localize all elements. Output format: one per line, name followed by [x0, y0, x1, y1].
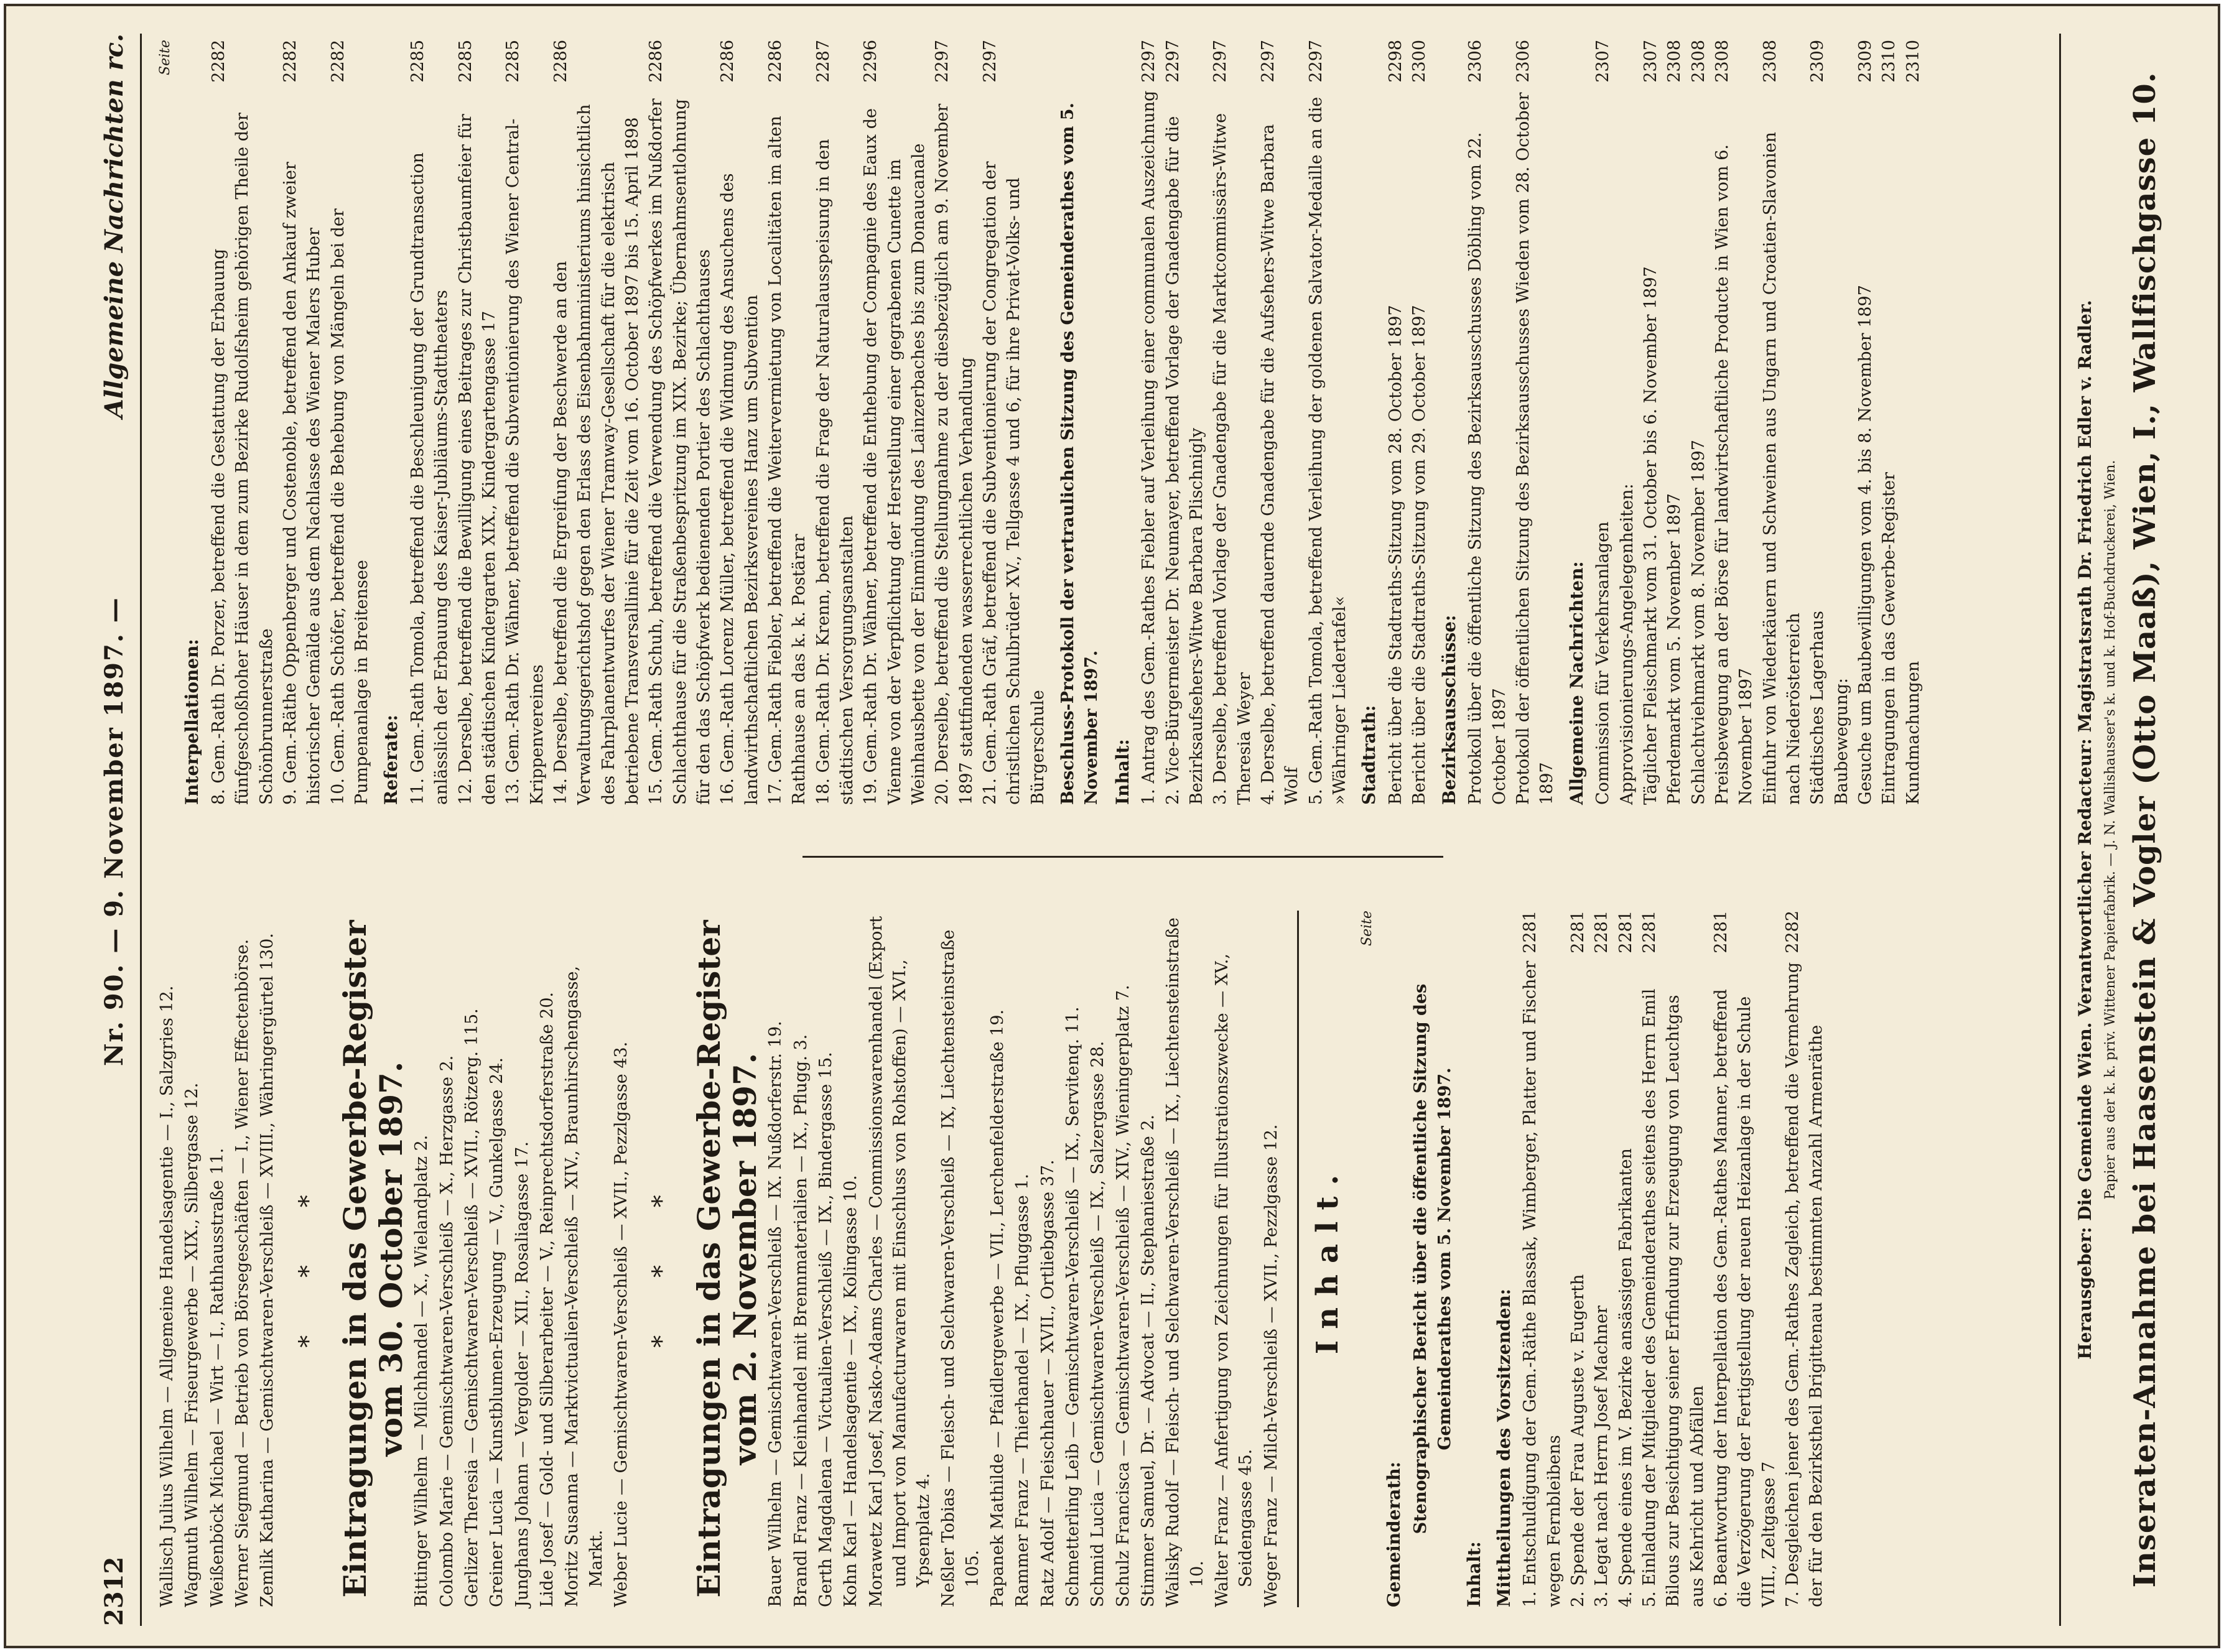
interpellationen-label: Interpellationen:	[182, 639, 203, 805]
toc-entry-text: 2. Spende der Frau Auguste v. Eugerth	[1568, 1274, 1588, 1607]
newspaper-page	[4, 4, 2220, 1648]
toc-entry-page: 2286	[718, 40, 738, 83]
toc-entry-text: Protokoll der öffentlichen Sitzung des Bezirksausschusses Wieden vom 28. October 1897	[1514, 92, 1557, 805]
toc-entry-text: 1. Entschuldigung der Gem.-Räthe Blassak, Wimberger, Platter und Fischer wegen Fernbleibens	[1520, 960, 1564, 1607]
toc-entry-page: 2287	[813, 40, 833, 83]
toc-entry-text: Einfuhr von Wiederkäuern und Schweinen aus Ungarn und Croatien-Slavonien nach Niederösterreich	[1760, 132, 1804, 805]
beschluss-title: Beschluss-Protokoll der vertraulichen Sitzung des Gemeinderathes vom 5. November 1897.	[1058, 103, 1102, 805]
toc-entry	[1305, 40, 1352, 805]
register-entry: Schulz Francisca — Gemischtwaren-Verschleiß — XIV., Wieningerplatz 7.	[1113, 985, 1133, 1607]
toc-entry	[549, 40, 644, 805]
register-entry: Weißenböck Michael — Wirt — I., Rathhausstraße 11.	[207, 1148, 227, 1607]
toc-entry-text: Eintragungen in das Gewerbe-Register	[1879, 471, 1899, 805]
toc-entry-page: 2308	[1665, 40, 1685, 83]
mittheilungen-list	[1519, 911, 1828, 1607]
footer-rule	[2059, 34, 2061, 1626]
rotated-page-content	[6, 6, 2220, 1648]
toc-entry	[716, 40, 764, 805]
allg-list	[1591, 40, 1925, 805]
toc-entry-page: 2307	[1641, 40, 1661, 83]
toc-entry-text: 19. Gem.-Rath Dr. Wähner, betreffend die Enthebung der Compagnie des Eaux de Vienne von der Verpflichtung der Herstellung einer gegrabenen Cunette im Weinhausbette von der Einmündung des Lainzerbaches bis zum Donaucanale	[861, 108, 928, 805]
toc-entry-page: 2281	[1640, 911, 1660, 954]
toc-entry-page: 2297	[1211, 40, 1231, 83]
register-entry: Morawetz Karl Josef, Nasko-Adams Charles — Commissionswarenhandel (Export und Import von Manufacturwaren mit Einschluss von Rohstoffen) — XVI., Ypsenplatz 4.	[866, 916, 934, 1607]
toc-entry-text: 11. Gem.-Rath Tomola, betreffend die Beschleunigung der Grundtransaction anlässlich der Erbauung des Kaiser-Jubiläums-Stadttheaters	[408, 152, 452, 805]
stadtrath-list	[1384, 40, 1432, 805]
footer-publisher: Herausgeber: Die Gemeinde Wien. Verantwortlicher Redacteur: Magistratsrath Dr. Friedrich Edler v. Radler.	[2075, 300, 2095, 1360]
toc-entry	[406, 40, 454, 805]
toc-entry	[207, 40, 279, 805]
toc-entry	[1616, 40, 1639, 805]
left-top-entries	[156, 911, 280, 1607]
toc-entry-page: 2306	[1466, 40, 1486, 83]
toc-entry-text: 21. Gem.-Rath Gräf, betreffend die Subventionierung der Congregation der christlichen Schulbrüder XV., Tellgasse 4 und 6, für ihre Privat-Volks- und Bürgerschule	[980, 161, 1048, 805]
toc-entry-page: 2285	[503, 40, 523, 83]
toc-entry-page: 2298	[1386, 40, 1405, 83]
toc-entry-page: 2282	[208, 40, 228, 83]
toc-entry-page: 2308	[1713, 40, 1733, 83]
stars-separator: * * *	[648, 1170, 677, 1348]
toc-entry-text: 3. Legat nach Herrn Josef Machner	[1592, 1306, 1612, 1607]
register-entry: Werner Siegmund — Betrieb von Börsegeschäften — I., Wiener Effectenbörse.	[232, 939, 252, 1607]
toc-entry-text: Gesuche um Baubewilligungen vom 4. bis 8. November 1897	[1856, 285, 1876, 805]
toc-entry	[1209, 40, 1257, 805]
toc-entry-page: 2286	[646, 40, 666, 83]
register-entry: Weber Lucie — Gemischtwaren-Verschleiß — XVII., Pezzlgasse 43.	[612, 1041, 631, 1607]
toc-entry	[1711, 40, 1759, 805]
issue-line: Nr. 90. — 9. November 1897. —	[100, 596, 129, 1066]
inhalt-label: Inhalt:	[1463, 1541, 1484, 1607]
toc-entry-text: 2. Vice-Bürgermeister Dr. Neumayer, betreffend Vorlage der Gnadengabe für die Bezirksaufsehers-Witwe Barbara Plischnigly	[1163, 116, 1206, 805]
toc-entry-text: 5. Einladung der Mitglieder des Gemeinderathes seitens des Herrn Emil Bilous zur Besichtigung seiner Erfindung zur Erzeugung von Leuchtgas aus Kehricht und Abfällen	[1640, 988, 1707, 1607]
toc-entry	[1877, 40, 1901, 805]
toc-entry-page: 2306	[1514, 40, 1533, 83]
register-entry: Colombo Marie — Gemischtwaren-Verschleiß — X., Herzgasse 2.	[437, 1055, 457, 1607]
toc-entry	[1590, 911, 1614, 1607]
toc-entry-text: 16. Gem.-Rath Lorenz Müller, betreffend die Widmung des Ansuchens des landwirthschaftlichen Bezirksvereines Hanz um Subvention	[718, 173, 761, 805]
toc-entry	[327, 40, 375, 805]
toc-entry-page: 2281	[1616, 911, 1635, 954]
register-entry: Stimmer Samuel, Dr. — Advocat — II., Stephaniestraße 2.	[1138, 1114, 1158, 1607]
toc-entry	[279, 40, 327, 805]
toc-entry-text: Bericht über die Stadtraths-Sitzung vom 29. October 1897	[1410, 305, 1430, 805]
toc-entry-text: 9. Gem.-Räthe Oppenberger und Costenoble, betreffend den Ankauf zweier historischer Gemälde aus dem Nachlasse des Wiener Malers Huber	[280, 162, 324, 805]
toc-entry-page: 2286	[765, 40, 785, 83]
register-entry: Junghans Johann — Vergolder — XII., Rosaliagasse 17.	[512, 1141, 532, 1607]
bezirk-label: Bezirksausschüsse:	[1438, 615, 1459, 805]
toc-entry-text: Preisbewegung an der Börse für landwirtschaftliche Producte in Wien vom 6. November 1897	[1713, 144, 1756, 805]
toc-entry-page: 2300	[1410, 40, 1430, 83]
toc-entry	[1663, 40, 1687, 805]
register-entry: Bittinger Wilhelm — Milchhandel — X., Wielandplatz 2.	[412, 1135, 432, 1607]
register-entry: Rammer Franz — Thierhandel — IX., Pfluggasse 1.	[1013, 1174, 1033, 1607]
register-entry: Weger Franz — Milch-Verschleiß — XVII., Pezzlgasse 12.	[1261, 1124, 1281, 1607]
referate-label: Referate:	[381, 715, 402, 805]
gemeinderath-label: Gemeinderath:	[1384, 1461, 1405, 1607]
toc-entry-page: 2285	[408, 40, 428, 83]
register-entry: Kohn Karl — Handelsagentie — IX., Kolingasse 10.	[841, 1175, 861, 1607]
toc-entry-page: 2297	[1258, 40, 1278, 83]
inhalt-title: Inhalt.	[1310, 1163, 1346, 1355]
toc-entry	[1137, 40, 1161, 805]
toc-entry-page: 2285	[455, 40, 475, 83]
toc-entry	[1759, 40, 1807, 805]
toc-entry-page: 2308	[1760, 40, 1780, 83]
toc-entry-text: 4. Spende eines im V. Bezirke ansässigen Fabrikanten	[1616, 1148, 1635, 1607]
bezirk-list	[1464, 40, 1559, 805]
section-title-2-november: Eintragungen in das Gewerbe-Register vom 2. November 1897.	[691, 920, 763, 1598]
toc-entry	[1519, 911, 1566, 1607]
toc-entry-page: 2296	[861, 40, 881, 83]
register-entry: Wallisch Julius Wilhelm — Allgemeine Handelsagentie — I., Salzgries 12.	[157, 985, 177, 1607]
toc-entry	[1464, 40, 1512, 805]
toc-entry-page: 2310	[1879, 40, 1899, 83]
toc-entry-page: 2297	[933, 40, 952, 83]
toc-entry-page: 2282	[280, 40, 300, 83]
seite-label-right: Seite	[157, 40, 173, 75]
toc-entry-text: 20. Derselbe, betreffend die Stellungnahme zu der diesbezüglich am 9. November 1897 stattfindenden wasserrechtlichen Verhandlung	[933, 103, 976, 805]
toc-entry-page: 2281	[1520, 911, 1540, 954]
toc-entry	[1638, 911, 1710, 1607]
toc-entry-page	[1616, 40, 1639, 90]
toc-entry	[1161, 40, 1209, 805]
page-number: 2312	[100, 1556, 129, 1626]
toc-entry	[1512, 40, 1560, 805]
inhalt-rule	[1297, 911, 1299, 1607]
toc-entry-page: 2281	[1568, 911, 1588, 954]
section-heading: Allgemeine Nachrichten rc.	[100, 34, 129, 419]
toc-entry	[1687, 40, 1711, 805]
toc-entry-text: 6. Beantwortung der Interpellation des Gem.-Rathes Manner, betreffend die Verzögerung der Fertigstellung der neuen Heizanlage in der Schule VIII., Zeltgasse 7	[1711, 989, 1779, 1607]
toc-entry	[1566, 911, 1590, 1607]
toc-entry	[1639, 40, 1663, 805]
toc-entry-text: Städtisches Lagerhaus	[1808, 611, 1828, 805]
toc-entry	[1614, 911, 1638, 1607]
register-entry: Walter Franz — Anfertigung von Zeichnungen für Illustrationszwecke — XV., Seidengasse 45.	[1212, 954, 1256, 1607]
register-entry: Brandl Franz — Kleinhandel mit Brennmaterialien — IX., Pflugg. 3.	[791, 1034, 811, 1607]
toc-entry-text: Protokoll über die öffentliche Sitzung des Bezirksausschusses Döbling vom 22. October 1897	[1466, 132, 1509, 805]
header-rule	[140, 34, 142, 1626]
footer-printer: Papier aus der k. k. priv. Wittener Papierfabrik. — J. N. Wallishausser's k. und k. Hof-Buchdruckerei, Wien.	[2103, 460, 2118, 1200]
toc-entry-text: 15. Gem.-Rath Schuh, betreffend die Verwendung des Schöpfwerkes im Nußdorfer Schlachthause für die Straßenbespritzung im XIX. Bezirke; Übernahmsentlohnung für den das Schöpfwerk bedienenden Portier des Schlachthauses	[646, 98, 714, 805]
toc-entry-text: Kundmachungen	[1903, 661, 1923, 805]
register-entry: Bauer Wilhelm — Gemischtwaren-Verschleiß — IX. Nußdorferstr. 19.	[766, 1021, 786, 1607]
toc-entry	[1902, 40, 1925, 805]
toc-entry-page: 2308	[1688, 40, 1708, 83]
toc-entry	[979, 40, 1050, 805]
beschluss-inhalt-label: Inhalt:	[1112, 739, 1133, 805]
toc-entry-text: 8. Gem.-Rath Dr. Porzer, betreffend die Gestattung der Erbauung fünfgeschoßhoher Häuser in dem zum Bezirke Rudolfsheim gehörigen Theile der Schönbrunnerstraße	[208, 113, 276, 805]
toc-entry-page: 2282	[1782, 911, 1802, 954]
toc-entry-text: 12. Derselbe, betreffend die Bewilligung eines Beitrages zur Christbaumfeier für den städtischen Kindergarten XIX., Kindergartengasse 17	[455, 114, 500, 805]
toc-entry	[812, 40, 860, 805]
toc-entry-text: 4. Derselbe, betreffend dauernde Gnadengabe für die Aufsehers-Witwe Barbara Wolf	[1258, 124, 1302, 805]
toc-entry	[644, 40, 716, 805]
register-entries-30-october	[410, 911, 633, 1607]
page-header	[93, 34, 137, 1626]
toc-entry-page: 2310	[1903, 40, 1923, 83]
toc-entry	[1710, 911, 1781, 1607]
toc-entry-text: Baubewegung:	[1831, 677, 1851, 805]
register-entry: Wagmuth Wilhelm — Friseurgewerbe — XIX., Silbergasse 12.	[182, 1082, 202, 1607]
toc-entry	[1257, 40, 1305, 805]
toc-entry-page	[1830, 40, 1854, 90]
register-entries-2-november	[764, 911, 1283, 1607]
steno-title: Stenographischer Bericht über die öffentliche Sitzung des Gemeinderathes vom 5. November 1897.	[1411, 983, 1454, 1534]
stars-separator: * * *	[294, 1170, 323, 1348]
toc-entry-page: 2309	[1856, 40, 1876, 83]
toc-entry-text: 7. Desgleichen jener des Gem.-Rathes Zagleich, betreffend die Vermehrung der für den Bezirkstheil Brigittenau bestimmten Anzahl Armenräthe	[1782, 962, 1826, 1607]
toc-entry-page: 2307	[1593, 40, 1613, 83]
register-entry: Ratz Adolf — Fleischhauer — XVII., Ortliebgasse 37.	[1038, 1159, 1058, 1607]
register-entry: Lide Josef — Gold- und Silberarbeiter — V., Reinprechtsdorferstraße 20.	[537, 991, 557, 1607]
toc-entry	[764, 40, 812, 805]
toc-entry-text: Schlachtviehmarkt vom 8. November 1897	[1688, 440, 1708, 805]
toc-entry-text: Commission für Verkehrsanlagen	[1593, 521, 1613, 805]
register-entry: Greiner Lucia — Kunstblumen-Erzeugung — V., Gunkelgasse 24.	[487, 1057, 507, 1607]
toc-entry	[931, 40, 979, 805]
mittheilungen-label: Mittheilungen des Vorsitzenden:	[1493, 1288, 1514, 1607]
beschluss-list	[1137, 40, 1352, 805]
toc-entry-page: 2282	[328, 40, 348, 83]
register-entry: Gerth Magdalena — Victualien-Verschleiß — IX., Bindergasse 15.	[816, 1052, 835, 1607]
register-entry: Moritz Susanna — Marktvictualien-Verschleiß — XIV., Braunhirschengasse, Markt.	[562, 965, 606, 1607]
column-separator	[803, 856, 1443, 858]
toc-entry-page: 2281	[1592, 911, 1612, 954]
footer-advertising: Inseraten-Annahme bei Haasenstein & Vogler (Otto Maaß), Wien, I., Wallfischgasse 10.	[2128, 72, 2162, 1588]
left-column	[156, 911, 1829, 1607]
toc-entry-page: 2297	[980, 40, 1000, 83]
toc-entry	[501, 40, 549, 805]
toc-entry	[1830, 40, 1854, 805]
seite-label: Seite	[1359, 911, 1375, 946]
toc-entry-text: Täglicher Fleischmarkt vom 31. October bis 6. November 1897	[1641, 266, 1661, 805]
toc-entry-page: 2297	[1306, 40, 1326, 83]
toc-entry-text: 10. Gem.-Rath Schöfer, betreffend die Behebung von Mängeln bei der Pumpenanlage in Breitensee	[328, 208, 371, 805]
toc-entry-text: Approvisionierungs-Angelegenheiten:	[1617, 483, 1637, 805]
toc-entry-text: 3. Derselbe, betreffend Vorlage der Gnadengabe für die Marktcommissärs-Witwe Theresia Weyer	[1211, 113, 1254, 805]
right-column	[156, 40, 1925, 805]
toc-entry-page: 2309	[1808, 40, 1828, 83]
toc-entry-page: 2297	[1139, 40, 1159, 83]
toc-entry-text: 18. Gem.-Rath Dr. Krenn, betreffend die Frage der Naturalausspeisung in den städtischen Versorgungsanstalten	[813, 139, 857, 805]
toc-entry-page: 2286	[551, 40, 570, 83]
register-entry: Schmid Lucia — Gemischtwaren-Verschleiß — IX., Salzergasse 28.	[1088, 1041, 1108, 1607]
toc-entry	[1591, 40, 1615, 805]
toc-entry	[859, 40, 931, 805]
toc-entry-text: Bericht über die Stadtraths-Sitzung vom 28. October 1897	[1386, 305, 1405, 805]
toc-entry	[1384, 40, 1408, 805]
interpellationen-list	[207, 40, 374, 805]
toc-entry-text: Pferdemarkt vom 5. November 1897	[1665, 493, 1685, 805]
register-entry: Neßler Tobias — Fleisch- und Selchwaren-Verschleiß — IX, Liechtensteinstraße 105.	[939, 929, 982, 1607]
toc-entry	[1408, 40, 1431, 805]
register-entry: Papanek Mathilde — Pfaidlergewerbe — VII., Lerchenfelderstraße 19.	[988, 1009, 1008, 1607]
stadtrath-label: Stadtrath:	[1359, 705, 1380, 805]
register-entry: Zemlik Katharina — Gemischtwaren-Verschleiß — XVIII., Währingergürtel 130.	[258, 933, 277, 1607]
toc-entry	[454, 40, 502, 805]
toc-entry	[1781, 911, 1829, 1607]
register-entry: Schmetterling Leib — Gemischtwaren-Verschleiß — IX., Servitenq. 11.	[1063, 1006, 1083, 1607]
allg-label: Allgemeine Nachrichten:	[1566, 561, 1587, 805]
toc-entry-text: 1. Antrag des Gem.-Rathes Fiebler auf Verleihung einer communalen Auszeichnung	[1139, 90, 1159, 805]
toc-entry-text: 14. Derselbe, betreffend die Ergreifung der Beschwerde an den Verwaltungsgerichtshof gegen den Erlass des Eisenbahnministeriums hinsichtlich des Fahrplanentwurfes der Wiener Tramway-Gesellschaft für die elektrisch betriebene Transversallinie für die Zeit vom 16. October 1897 bis 15. April 1898	[551, 104, 642, 805]
toc-entry-text: 13. Gem.-Rath Dr. Wähner, betreffend die Subventionierung des Wiener Central-Krippenvereines	[503, 118, 547, 805]
toc-entry-text: 5. Gem.-Rath Tomola, betreffend Verleihung der goldenen Salvator-Medaille an die »Währinger Liedertafel«	[1306, 96, 1349, 805]
register-entry: Walisky Rudolf — Fleisch- und Selchwaren-Verschleiß — IX., Liechtensteinstraße 10.	[1163, 917, 1207, 1607]
register-entry: Gerlizer Theresia — Gemischtwaren-Verschleiß — XVII., Rötzerg. 115.	[462, 1008, 482, 1607]
referate-list	[406, 40, 1050, 805]
toc-entry	[1806, 40, 1830, 805]
toc-entry	[1854, 40, 1877, 805]
section-title-30-october: Eintragungen in das Gewerbe-Register vom 30. October 1897.	[337, 920, 409, 1598]
toc-entry-page: 2297	[1163, 40, 1183, 83]
toc-entry-text: 17. Gem.-Rath Fiebler, betreffend die Weitervermietung von Localitäten im alten Rathhause an das k. k. Postärar	[765, 116, 809, 805]
toc-entry-page: 2281	[1711, 911, 1731, 954]
